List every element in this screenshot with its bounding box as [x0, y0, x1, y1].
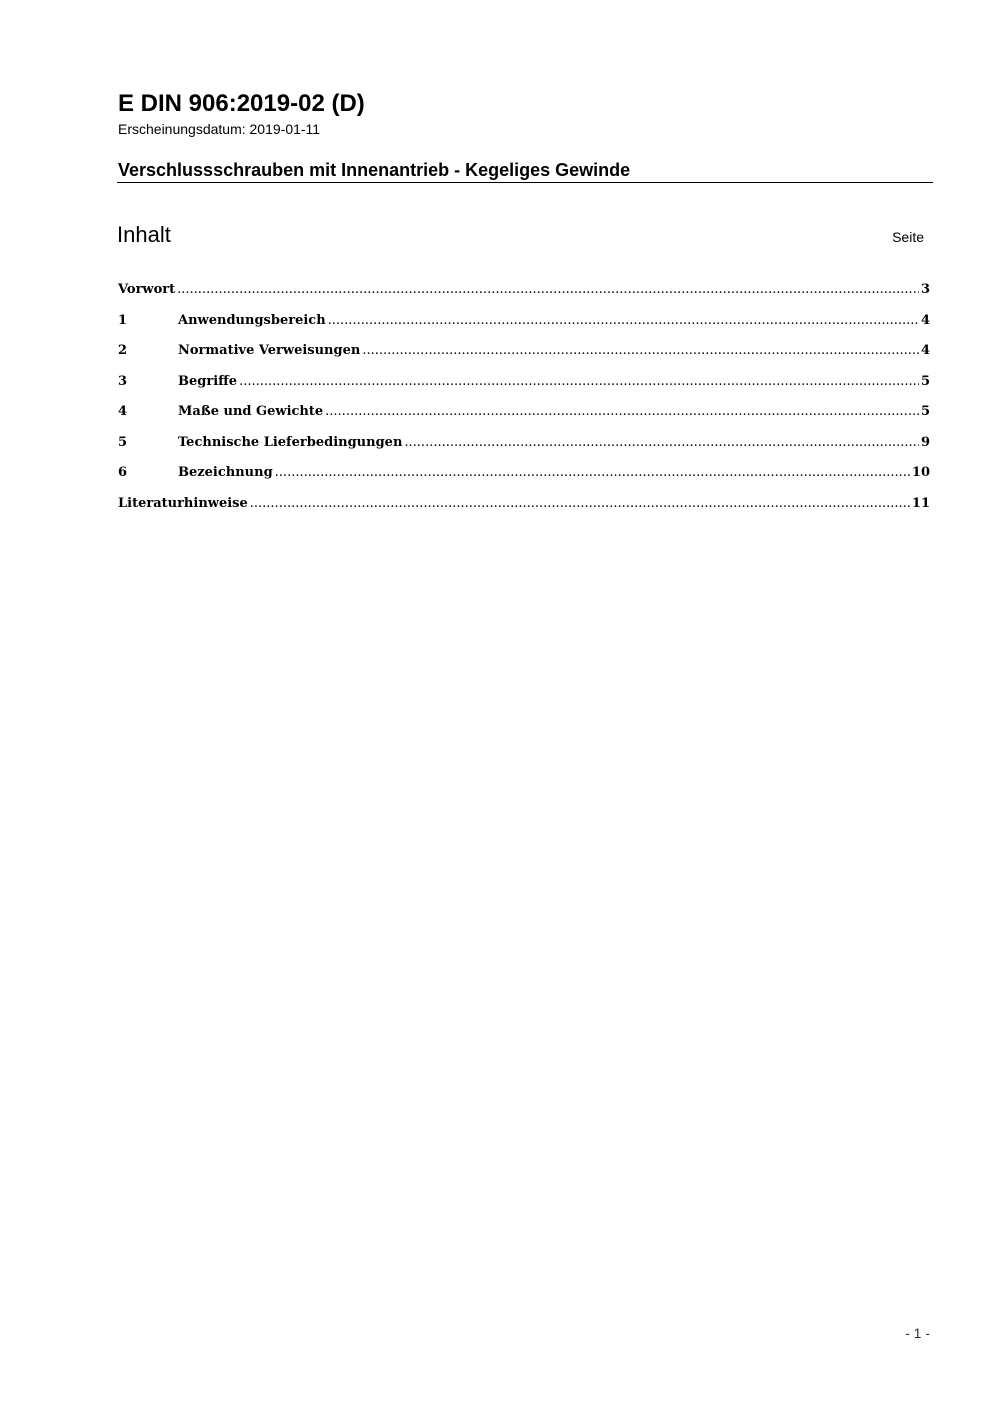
toc-entry-page: 11	[911, 495, 930, 511]
toc-entry-number: 2	[118, 343, 128, 358]
toc-entry-page: 10	[911, 465, 930, 480]
toc-entry-normative-verweisungen[interactable]	[118, 340, 930, 371]
toc-dot-leader	[404, 432, 919, 454]
page-number: - 1 -	[905, 1325, 930, 1341]
toc-entry-page: 4	[920, 312, 930, 328]
toc-entry-number: 5	[118, 434, 128, 450]
toc-dot-leader	[275, 462, 910, 484]
toc-dot-leader	[250, 493, 910, 515]
toc-entry-label: Literaturhinweise	[118, 495, 248, 511]
toc-dot-leader	[325, 401, 919, 423]
toc-entry-masse-und-gewichte[interactable]	[118, 401, 930, 432]
publication-date: Erscheinungsdatum: 2019-01-11	[118, 121, 321, 137]
toc-entry-begriffe[interactable]	[118, 371, 930, 402]
document-title: Verschlussschrauben mit Innenantrieb - Kegeliges Gewinde	[118, 160, 631, 180]
toc-entry-technische-lieferbedingungen[interactable]	[118, 432, 930, 463]
toc-entry-bezeichnung[interactable]	[118, 462, 930, 493]
table-of-contents	[118, 279, 930, 523]
toc-entry-page: 4	[920, 343, 930, 358]
toc-entry-label: Technische Lieferbedingungen	[178, 434, 403, 450]
toc-entry-literaturhinweise[interactable]	[118, 493, 930, 524]
toc-dot-leader	[328, 310, 919, 332]
toc-entry-label: Maße und Gewichte	[178, 404, 324, 419]
toc-entry-number: 6	[118, 465, 128, 480]
toc-entry-label: Anwendungsbereich	[178, 312, 326, 328]
toc-entry-number: 1	[118, 312, 128, 328]
title-divider	[117, 182, 933, 183]
toc-entry-number: 3	[118, 373, 128, 389]
toc-entry-label: Vorwort	[118, 282, 176, 297]
toc-entry-page: 3	[920, 282, 930, 297]
toc-entry-page: 5	[920, 373, 930, 389]
toc-entry-label: Begriffe	[178, 373, 238, 389]
toc-entry-page: 5	[920, 404, 930, 419]
toc-entry-page: 9	[920, 434, 930, 450]
toc-entry-label: Bezeichnung	[178, 465, 273, 480]
toc-page-column-label: Seite	[892, 229, 924, 245]
toc-entry-number: 4	[118, 404, 128, 419]
toc-entry-anwendungsbereich[interactable]	[118, 310, 930, 341]
toc-dot-leader	[239, 371, 919, 393]
toc-entry-vorwort[interactable]	[118, 279, 930, 310]
toc-dot-leader	[177, 279, 919, 301]
toc-heading: Inhalt	[117, 222, 171, 247]
toc-dot-leader	[362, 340, 919, 362]
toc-entry-label: Normative Verweisungen	[178, 343, 361, 358]
document-id: E DIN 906:2019-02 (D)	[118, 90, 365, 117]
